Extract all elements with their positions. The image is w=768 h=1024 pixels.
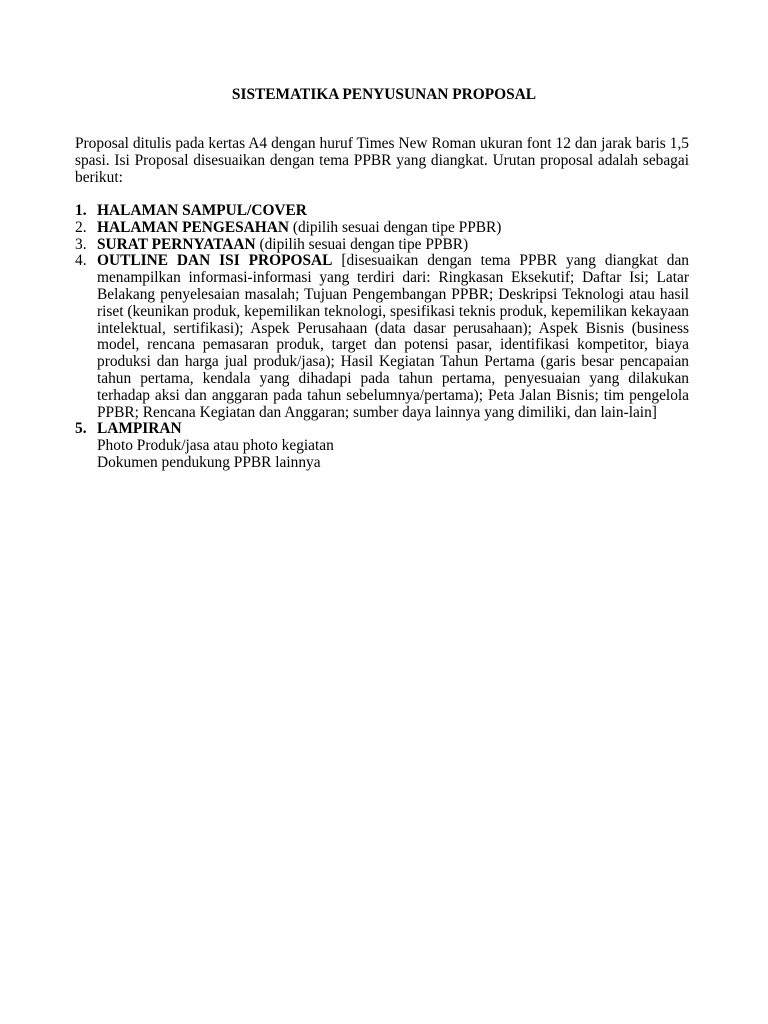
list-item-detail: [disesuaikan dengan tema PPBR yang diangkat dan menampilkan informasi-informasi yang terdiri dari: Ringkasan Eksekutif; Daftar Isi; Latar Belakang penyelesaian masalah; Tujuan Pengembangan PPBR; Deskripsi Teknologi atau hasil riset (keunikan produk, kepemilikan teknologi, spesifikasi teknis produk, kepemilikan kekayaan intelektual, sertifikasi); Aspek Perusahaan (data dasar perusahaan); Aspek Bisnis (business model, rencana pemasaran produk, target dan potensi pasar, identifikasi kompetitor, biaya produksi dan harga jual produk/jasa); Hasil Kegiatan Tahun Pertama (garis besar pencapaian tahun pertama, kendala yang dihadapi pada tahun pertama, penyesuaian yang dilakukan terhadap aksi dan anggaran pada tahun sebelumnya/pertama); Peta Jalan Bisnis; tim pengelola PPBR; Rencana Kegiatan dan Anggaran; sumber daya lainnya yang dimiliki, dan lain-lain] — [97, 252, 689, 421]
list-item-heading: HALAMAN SAMPUL/COVER — [97, 202, 307, 219]
list-item — [75, 421, 689, 471]
intro-paragraph: Proposal ditulis pada kertas A4 dengan huruf Times New Roman ukuran font 12 dan jarak baris 1,5 spasi. Isi Proposal disesuaikan dengan tema PPBR yang diangkat. Urutan proposal adalah sebagai berikut: — [75, 135, 689, 186]
list-item-heading: SURAT PERNYATAAN — [97, 235, 256, 253]
list-item — [75, 253, 689, 421]
list-item — [75, 220, 689, 237]
list-item-number: 1. — [75, 202, 87, 219]
list-item-detail: (dipilih sesuai dengan tipe PPBR) — [255, 235, 469, 253]
list-item-number: 5. — [75, 420, 87, 438]
list-item — [75, 203, 689, 220]
list-item — [75, 237, 689, 254]
outline-list — [75, 203, 689, 472]
list-item-number: 3. — [75, 235, 87, 253]
list-item-detail: (dipilih sesuai dengan tipe PPBR) — [288, 218, 502, 236]
list-item-heading: OUTLINE DAN ISI PROPOSAL — [97, 252, 333, 270]
list-item-heading: HALAMAN PENGESAHAN — [97, 218, 289, 236]
list-item-heading: LAMPIRAN — [97, 420, 182, 438]
lampiran-line: Dokumen pendukung PPBR lainnya — [97, 453, 321, 471]
lampiran-line: Photo Produk/jasa atau photo kegiatan — [97, 437, 334, 455]
list-item-number: 2. — [75, 218, 87, 236]
list-item-number: 4. — [75, 252, 87, 270]
document-title: SISTEMATIKA PENYUSUNAN PROPOSAL — [231, 86, 537, 103]
